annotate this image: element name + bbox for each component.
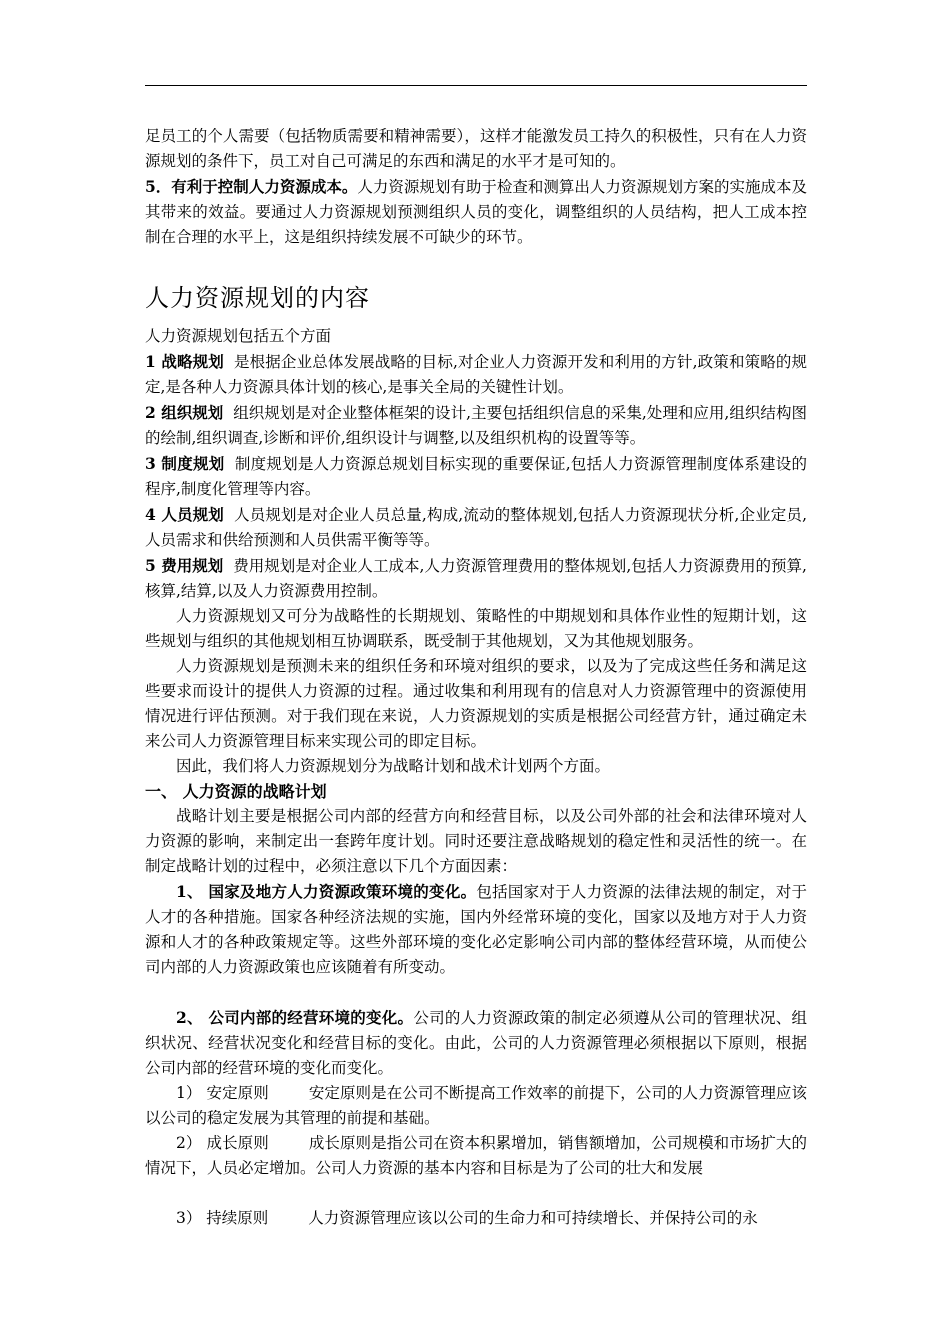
factor-label: 1、 国家及地方人力资源政策环境的变化。 (176, 882, 477, 901)
factor-label: 2、 公司内部的经营环境的变化。 (176, 1008, 414, 1027)
item-text: 费用规划是对企业人工成本,人力资源管理费用的整体规划,包括人力资源费用的预算,核算,结算,以及人力资源费用控制。 (145, 557, 807, 600)
factor-text: 包括国家对于人力资源的法律法规的制定，对于人才的各种措施。国家各种经济法规的实施，国内外经常环境的变化，国家以及地方对于人力资源和人才的各种政策规定等。这些外部环境的变化必定影响公司内部的整体经营环境，从而使公司内部的人力资源政策也应该随着有所变动。 (145, 883, 807, 976)
point-5-text: 人力资源规划有助于检查和测算出人力资源规划方案的实施成本及其带来的效益。要通过人力资源规划预测组织人员的变化，调整组织的人员结构，把人工成本控制在合理的水平上，这是组织持续发展不可缺少的环节。 (145, 178, 807, 246)
principle-item (145, 1206, 807, 1231)
paragraph: 人力资源规划是预测未来的组织任务和环境对组织的要求，以及为了完成这些任务和满足这些要求而设计的提供人力资源的过程。通过收集和利用现有的信息对人力资源管理中的资源使用情况进行评估预测。对于我们现在来说，人力资源规划的实质是根据公司经营方针，通过确定未来公司人力资源管理目标来实现公司的即定目标。 (145, 657, 807, 750)
principle-text: 安定原则是在公司不断提高工作效率的前提下，公司的人力资源管理应该以公司的稳定发展为其管理的前提和基础。 (145, 1084, 807, 1127)
list-item (145, 451, 807, 502)
item-text: 人员规划是对企业人员总量,构成,流动的整体规划,包括人力资源现状分析,企业定员,人员需求和供给预测和人员供需平衡等等。 (145, 506, 808, 549)
item-text: 制度规划是人力资源总规划目标实现的重要保证,包括人力资源管理制度体系建设的程序,制度化管理等内容。 (145, 455, 807, 498)
principle-label: 2） 成长原则 (176, 1134, 269, 1152)
item-label: 5 费用规划 (145, 556, 224, 575)
paragraph-continued: 足员工的个人需要（包括物质需要和精神需要），这样才能激发员工持久的积极性，只有在人力资源规划的条件下，员工对自己可满足的东西和满足的水平才是可知的。 (145, 127, 807, 170)
list-item (145, 502, 807, 553)
factor-item (145, 879, 807, 980)
blank-line (145, 1181, 807, 1206)
list-item (145, 349, 807, 400)
item-label: 4 人员规划 (145, 505, 224, 524)
factor-text: 公司的人力资源政策的制定必须遵从公司的管理状况、组织状况、经营状况变化和经营目标的变化。由此，公司的人力资源管理必须根据以下原则，根据公司内部的经营环境的变化而变化。 (145, 1009, 807, 1077)
item-label: 2 组织规划 (145, 403, 224, 422)
item-label: 1 战略规划 (145, 352, 224, 371)
principle-item (145, 1081, 807, 1131)
header-rule (145, 85, 807, 86)
document-body (145, 124, 807, 1231)
item-text: 组织规划是对企业整体框架的设计,主要包括组织信息的采集,处理和应用,组织结构图的绘制,组织调查,诊断和评价,组织设计与调整,以及组织机构的设置等等。 (145, 404, 807, 447)
principle-label: 3） 持续原则 (176, 1209, 269, 1227)
section-intro: 人力资源规划包括五个方面 (145, 327, 332, 345)
subsection-heading: 一、 人力资源的战略计划 (145, 782, 327, 801)
factor-item (145, 1005, 807, 1081)
list-item (145, 400, 807, 451)
item-text: 是根据企业总体发展战略的目标,对企业人力资源开发和利用的方针,政策和策略的规定,是各种人力资源具体计划的核心,是事关全局的关键性计划。 (145, 353, 807, 396)
item-label: 3 制度规划 (145, 454, 225, 473)
point-5-label: 5．有利于控制人力资源成本。 (145, 177, 358, 196)
paragraph: 人力资源规划又可分为战略性的长期规划、策略性的中期规划和具体作业性的短期计划，这些规划与组织的其他规划相互协调联系，既受制于其他规划，又为其他规划服务。 (145, 607, 807, 650)
principle-label: 1） 安定原则 (176, 1084, 269, 1102)
principle-item (145, 1131, 807, 1181)
list-item (145, 553, 807, 604)
principle-text: 成长原则是指公司在资本积累增加，销售额增加，公司规模和市场扩大的情况下，人员必定增加。公司人力资源的基本内容和目标是为了公司的壮大和发展 (145, 1134, 807, 1177)
section-heading: 人力资源规划的内容 (145, 284, 370, 312)
paragraph: 因此，我们将人力资源规划分为战略计划和战术计划两个方面。 (176, 757, 611, 775)
paragraph: 战略计划主要是根据公司内部的经营方向和经营目标，以及公司外部的社会和法律环境对人力资源的影响，来制定出一套跨年度计划。同时还要注意战略规划的稳定性和灵活性的统一。在制定战略计划的过程中，必须注意以下几个方面因素： (145, 807, 807, 875)
paragraph-point-5 (145, 174, 807, 250)
principle-text: 人力资源管理应该以公司的生命力和可持续增长、并保持公司的永 (308, 1209, 758, 1227)
blank-line (145, 980, 807, 1005)
